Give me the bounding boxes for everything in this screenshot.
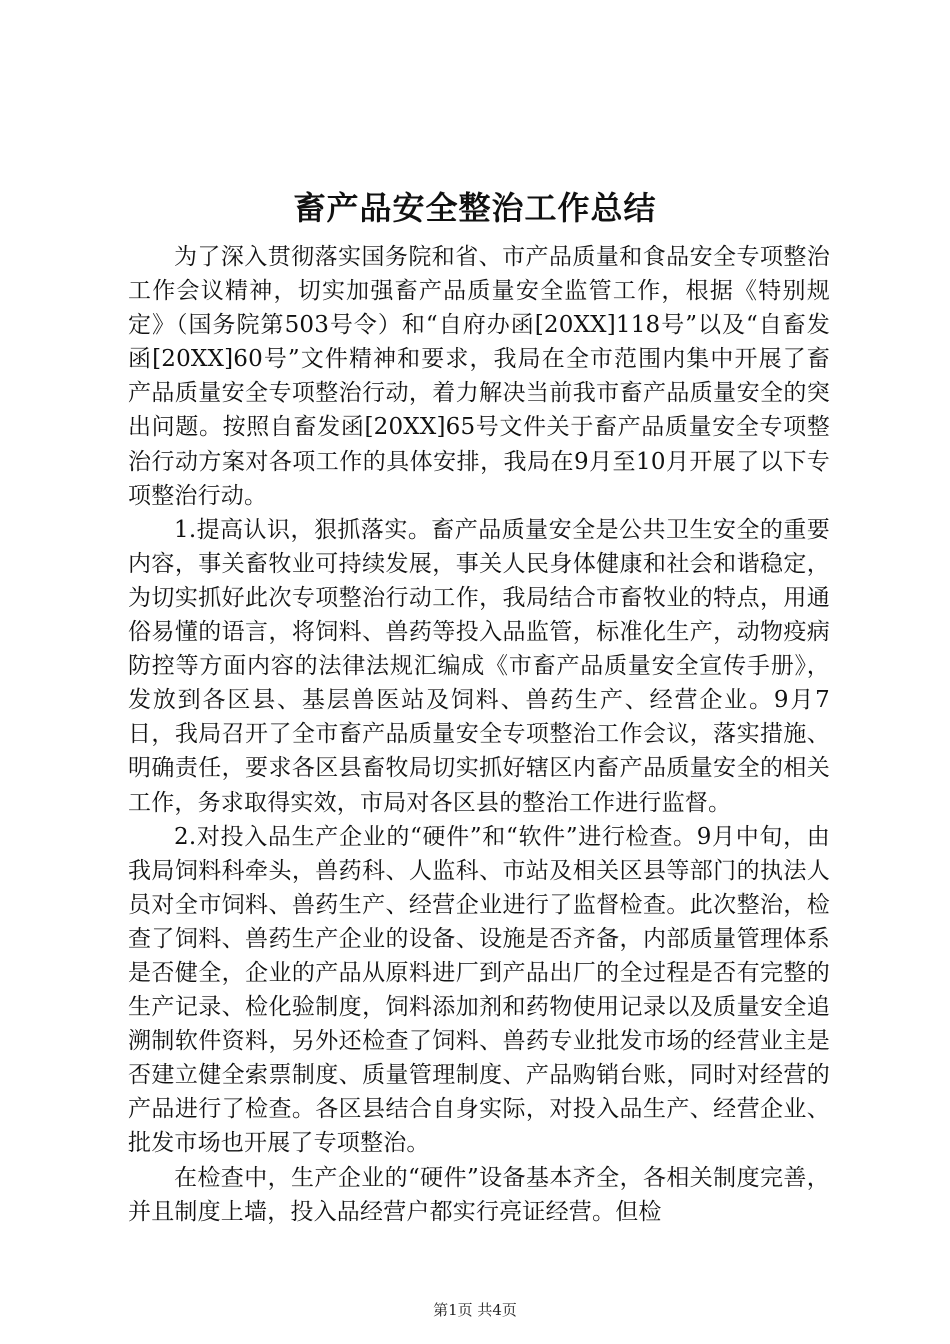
paragraph-section-1: 1.提高认识，狠抓落实。畜产品质量安全是公共卫生安全的重要内容，事关畜牧业可持续发展，事关人民身体健康和社会和谐稳定，为切实抓好此次专项整治行动工作，我局结合市畜牧业的特点，用通俗易懂的语言，将饲料、兽药等投入品监管，标准化生产，动物疫病防控等方面内容的法律法规汇编成《市畜产品质量安全宣传手册》，发放到各区县、基层兽医站及饲料、兽药生产、经营企业。9月7日，我局召开了全市畜产品质量安全专项整治工作会议，落实措施、明确责任，要求各区县畜牧局切实抓好辖区内畜产品质量安全的相关工作，务求取得实效，市局对各区县的整治工作进行监督。 bbox=[128, 516, 830, 816]
paragraph-intro: 为了深入贯彻落实国务院和省、市产品质量和食品安全专项整治工作会议精神，切实加强畜产品质量安全监管工作，根据《特别规定》（国务院第503号令）和“自府办函[20XX]118号”以及“自畜发函[20XX]60号”文件精神和要求，我局在全市范围内集中开展了畜产品质量安全专项整治行动，着力解决当前我市畜产品质量安全的突出问题。按照自畜发函[20XX]65号文件关于畜产品质量安全专项整治行动方案对各项工作的具体安排，我局在9月至10月开展了以下专项整治行动。 bbox=[128, 244, 830, 509]
document-title: 畜产品安全整治工作总结 bbox=[293, 189, 657, 227]
paragraph-inspection: 在检查中，生产企业的“硬件”设备基本齐全，各相关制度完善，并且制度上墙，投入品经营户都实行亮证经营。但检 bbox=[128, 1164, 830, 1225]
paragraph-section-2: 2.对投入品生产企业的“硬件”和“软件”进行检查。9月中旬，由我局饲料科牵头，兽药科、人监科、市站及相关区县等部门的执法人员对全市饲料、兽药生产、经营企业进行了监督检查。此次整治，检查了饲料、兽药生产企业的设备、设施是否齐备，内部质量管理体系是否健全，企业的产品从原料进厂到产品出厂的全过程是否有完整的生产记录、检化验制度，饲料添加剂和药物使用记录以及质量安全追溯制软件资料，另外还检查了饲料、兽药专业批发市场的经营业主是否建立健全索票制度、质量管理制度、产品购销台账，同时对经营的产品进行了检查。各区县结合自身实际，对投入品生产、经营企业、批发市场也开展了专项整治。 bbox=[128, 823, 830, 1157]
document-body bbox=[128, 240, 830, 1229]
page-footer: 第1页 共4页 bbox=[433, 1301, 517, 1319]
